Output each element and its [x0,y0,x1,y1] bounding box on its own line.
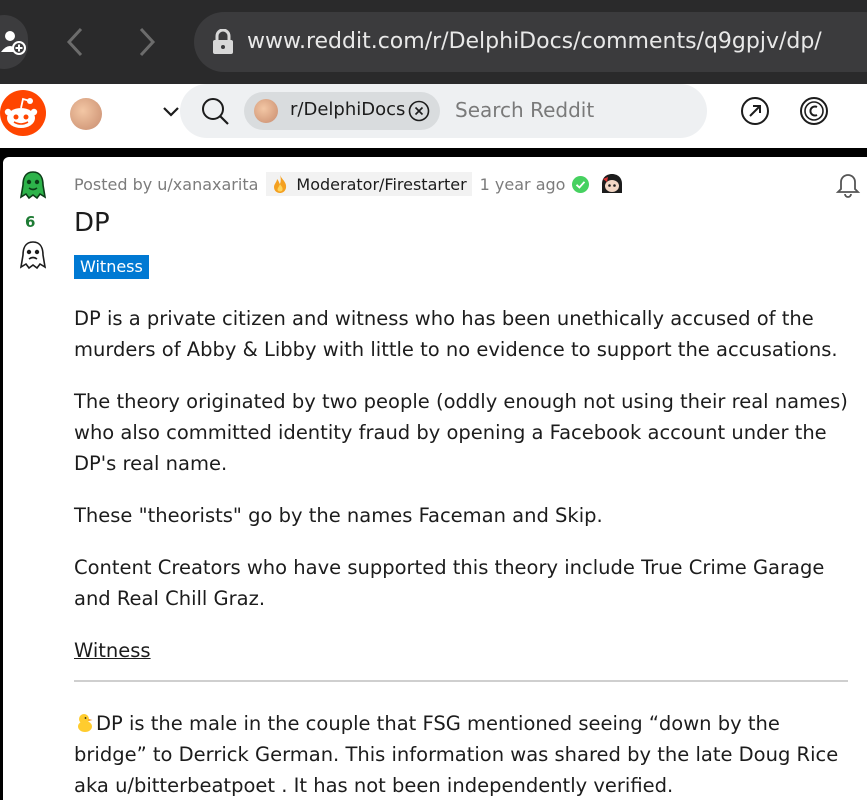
post-note [74,708,854,800]
subreddit-avatar[interactable] [70,98,102,130]
post-paragraph: DP is a private citizen and witness who has been unethically accused of the murders of Abby & Libby with little to no evidence to support the accusations. [74,307,838,361]
chick-icon [74,711,96,733]
forward-button[interactable] [132,22,162,62]
divider [74,680,848,682]
close-icon[interactable] [408,100,430,122]
post-body [74,303,854,687]
check-icon [572,176,589,193]
witness-link[interactable]: Witness [74,639,151,662]
url-text: www.reddit.com/r/DelphiDocs/comments/q9gpjv/dp/ [247,29,822,54]
vote-count: 6 [25,213,36,231]
profile-button[interactable] [0,15,28,69]
back-arrow-icon [65,26,85,58]
profile-icon [0,27,28,57]
arrow-out-icon[interactable] [740,96,770,126]
award-icon[interactable] [599,171,625,197]
address-bar[interactable] [194,12,867,72]
search-bar[interactable] [180,84,707,138]
post-title[interactable]: DP [74,208,110,238]
downvote-icon[interactable] [17,239,49,271]
forward-arrow-icon [137,26,157,58]
post-flair[interactable]: Witness [74,255,149,279]
post-meta [74,171,625,197]
author-flair [266,172,471,196]
note-text: DP is the male in the couple that FSG mentioned seeing “down by the bridge” to Derrick German. This information was shared by the late Doug Rice aka [74,712,839,797]
coin-icon[interactable] [799,96,829,126]
post-paragraph: Content Creators who have supported this theory include True Crime Garage and Real Chill Graz. [74,556,825,610]
subreddit-chip-label: r/DelphiDocs [290,99,406,120]
post-paragraph: These "theorists" go by the names Faceman and Skip. [74,504,603,527]
post-time[interactable]: 1 year ago [479,174,566,194]
bell-icon[interactable] [833,169,863,199]
user-link[interactable]: u/bitterbeatpoet [115,774,276,797]
post-paragraph: The theory originated by two people (oddly enough not using their real names) who also committed identity fraud by opening a Facebook account under the DP's real name. [74,390,848,475]
post-card [3,157,867,800]
chevron-down-icon[interactable] [160,100,182,122]
search-input[interactable]: Search Reddit [455,98,595,122]
lock-icon [210,29,236,55]
author-flair-text: Moderator/Firestarter [296,174,467,194]
browser-toolbar [0,0,867,84]
note-text-end: . It has not been independently verified. [275,774,674,797]
fire-icon [271,174,289,194]
reddit-logo-icon[interactable] [0,90,46,136]
back-button[interactable] [60,22,90,62]
subreddit-chip[interactable] [244,92,440,130]
posted-by[interactable]: Posted by u/xanaxarita [74,174,259,194]
chip-avatar [254,99,278,123]
reddit-header [0,84,867,148]
search-icon [200,96,230,126]
upvote-icon[interactable] [17,169,49,201]
